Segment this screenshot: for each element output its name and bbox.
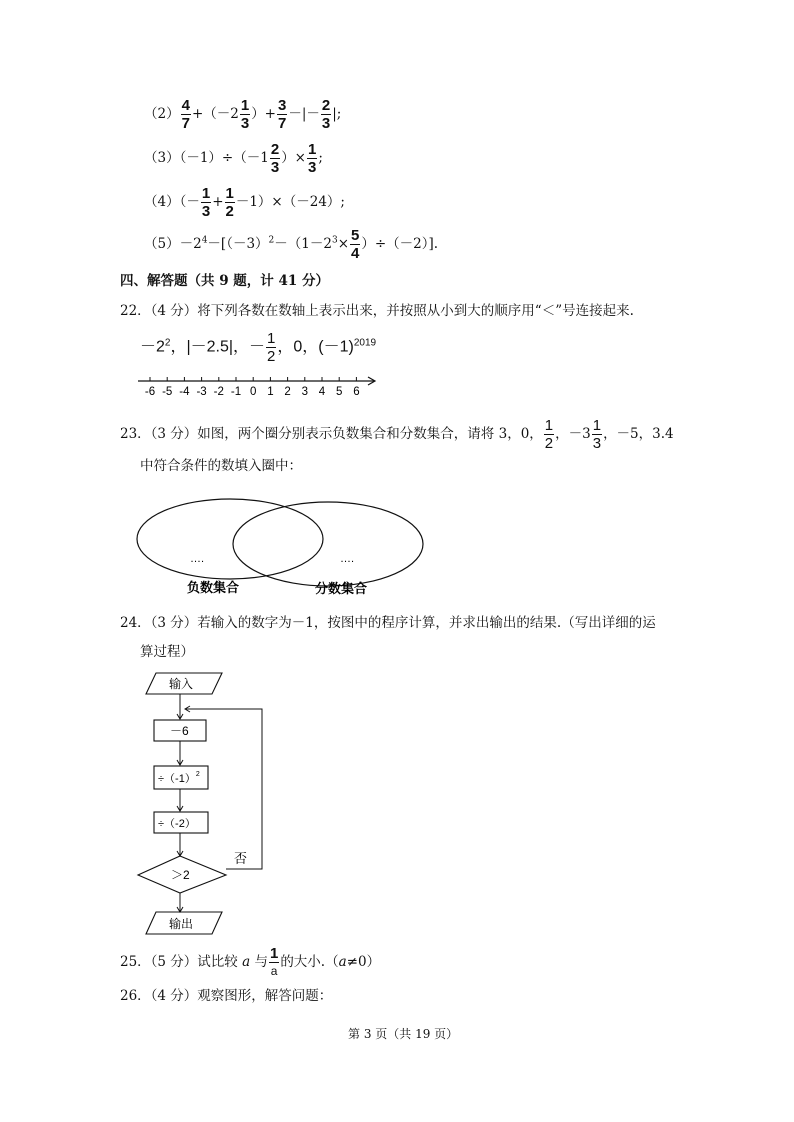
fraction: $\frac{1}{3}$: [201, 185, 211, 220]
q21-item-5: $(5)-2^4-[(-3)^2-(1-2^3\times$ $\frac{5}{4}$ ）÷（－2）].: [144, 227, 439, 262]
q25-prompt: 25．（5 分）试比较 a 与 $\frac{1}{a}$ 的大小.（a≠0）: [120, 945, 381, 978]
negative-set-dots: ….: [190, 553, 205, 565]
q26-prompt: 26．（4 分）观察图形，解答问题：: [120, 988, 333, 1004]
fraction: $\frac{2}{3}$: [270, 141, 280, 176]
q23-prompt-line1: 23．（3 分）如图，两个圈分别表示负数集合和分数集合，请将 3，0， $\frac{1}{2}$ ，－3 $\frac{1}{3}$ ，－5，3.4: [120, 417, 674, 452]
q21-item-3: （3）（－1）÷（－1 $\frac{2}{3}$ ）× $\frac{1}{3}$ ;: [144, 141, 323, 176]
q21-item-4: （4）（－ $\frac{1}{3}$ + $\frac{1}{2}$ －1）×（－24）;: [144, 185, 345, 220]
flowchart: [136, 668, 272, 940]
fraction: $\frac{1}{3}$: [308, 141, 317, 176]
venn-diagram: [130, 494, 440, 600]
fraction-set-dots: ….: [340, 553, 355, 565]
svg-text:－6: －6: [170, 724, 189, 738]
q21-item-2: （2） $\frac{4}{7}$ +（－2 $\frac{1}{3}$ ）+ $\frac{3}{7}$ －|－ $\frac{2}{3}$ |;: [144, 97, 342, 132]
fraction: $\frac{1}{2}$: [267, 330, 276, 365]
negative-set-label: 负数集合: [187, 580, 240, 595]
section-title: 四、解答题（共 9 题，计 41 分）: [120, 273, 329, 289]
fraction-set-circle: [233, 502, 423, 586]
fraction: $\frac{5}{4}$: [351, 227, 360, 262]
number-line-tick-label: -3: [196, 386, 207, 398]
negative-set-circle: [137, 499, 323, 579]
svg-text:÷（-1）2: $\div(-1)^2$: [158, 771, 200, 785]
fraction: $\frac{1}{3}$: [240, 97, 250, 132]
number-line-tick-label: -2: [213, 386, 224, 398]
q23-prompt-line2: 中符合条件的数填入圈中：: [140, 458, 302, 474]
svg-text:÷（-2）: ÷（-2）: [158, 818, 196, 830]
number-line-tick-label: 4: [318, 386, 326, 398]
fraction-set-label: 分数集合: [315, 581, 368, 596]
q24-prompt-line1: 24．（3 分）若输入的数字为－1，按图中的程序计算，并求出输出的结果.（写出详细的运: [120, 615, 656, 631]
number-line-tick-label: -5: [162, 386, 173, 398]
fraction: $\frac{2}{3}$: [321, 97, 331, 132]
number-line-tick-label: 6: [353, 386, 360, 398]
number-line-tick-label: -6: [144, 386, 156, 398]
number-line-tick-label: -1: [230, 386, 242, 398]
number-line-tick-label: -4: [179, 386, 190, 398]
number-line-tick-label: 5: [335, 386, 343, 398]
q24-prompt-line2: 算过程）: [140, 644, 194, 660]
fraction: $\frac{1}{2}$: [544, 417, 554, 452]
number-line-tick-label: 1: [267, 386, 274, 398]
number-line-tick-label: 3: [301, 386, 309, 398]
q22-numbers: $-2^2$，|－2.5|，－ $\frac{1}{2}$ ，0，$(-1)^{2019}$: [140, 330, 377, 365]
fraction: $\frac{1}{3}$: [592, 417, 602, 452]
fraction: $\frac{4}{7}$: [181, 97, 190, 132]
q22-prompt: 22．（4 分）将下列各数在数轴上表示出来，并按照从小到大的顺序用“＜”号连接起来.: [120, 303, 634, 319]
number-line: [136, 372, 382, 398]
number-line-tick-label: 0: [249, 386, 257, 398]
fraction: $\frac{1}{2}$: [225, 185, 234, 220]
no-label: 否: [234, 851, 248, 866]
svg-text:输出: 输出: [169, 917, 194, 931]
page-footer: 第 3 页（共 19 页）: [348, 1027, 459, 1041]
number-line-tick-label: 2: [284, 386, 291, 398]
svg-text:＞2: ＞2: [171, 868, 190, 882]
fraction: $\frac{1}{a}$: [269, 945, 279, 978]
svg-text:输入: 输入: [169, 677, 194, 691]
fraction: $\frac{3}{7}$: [278, 97, 287, 132]
